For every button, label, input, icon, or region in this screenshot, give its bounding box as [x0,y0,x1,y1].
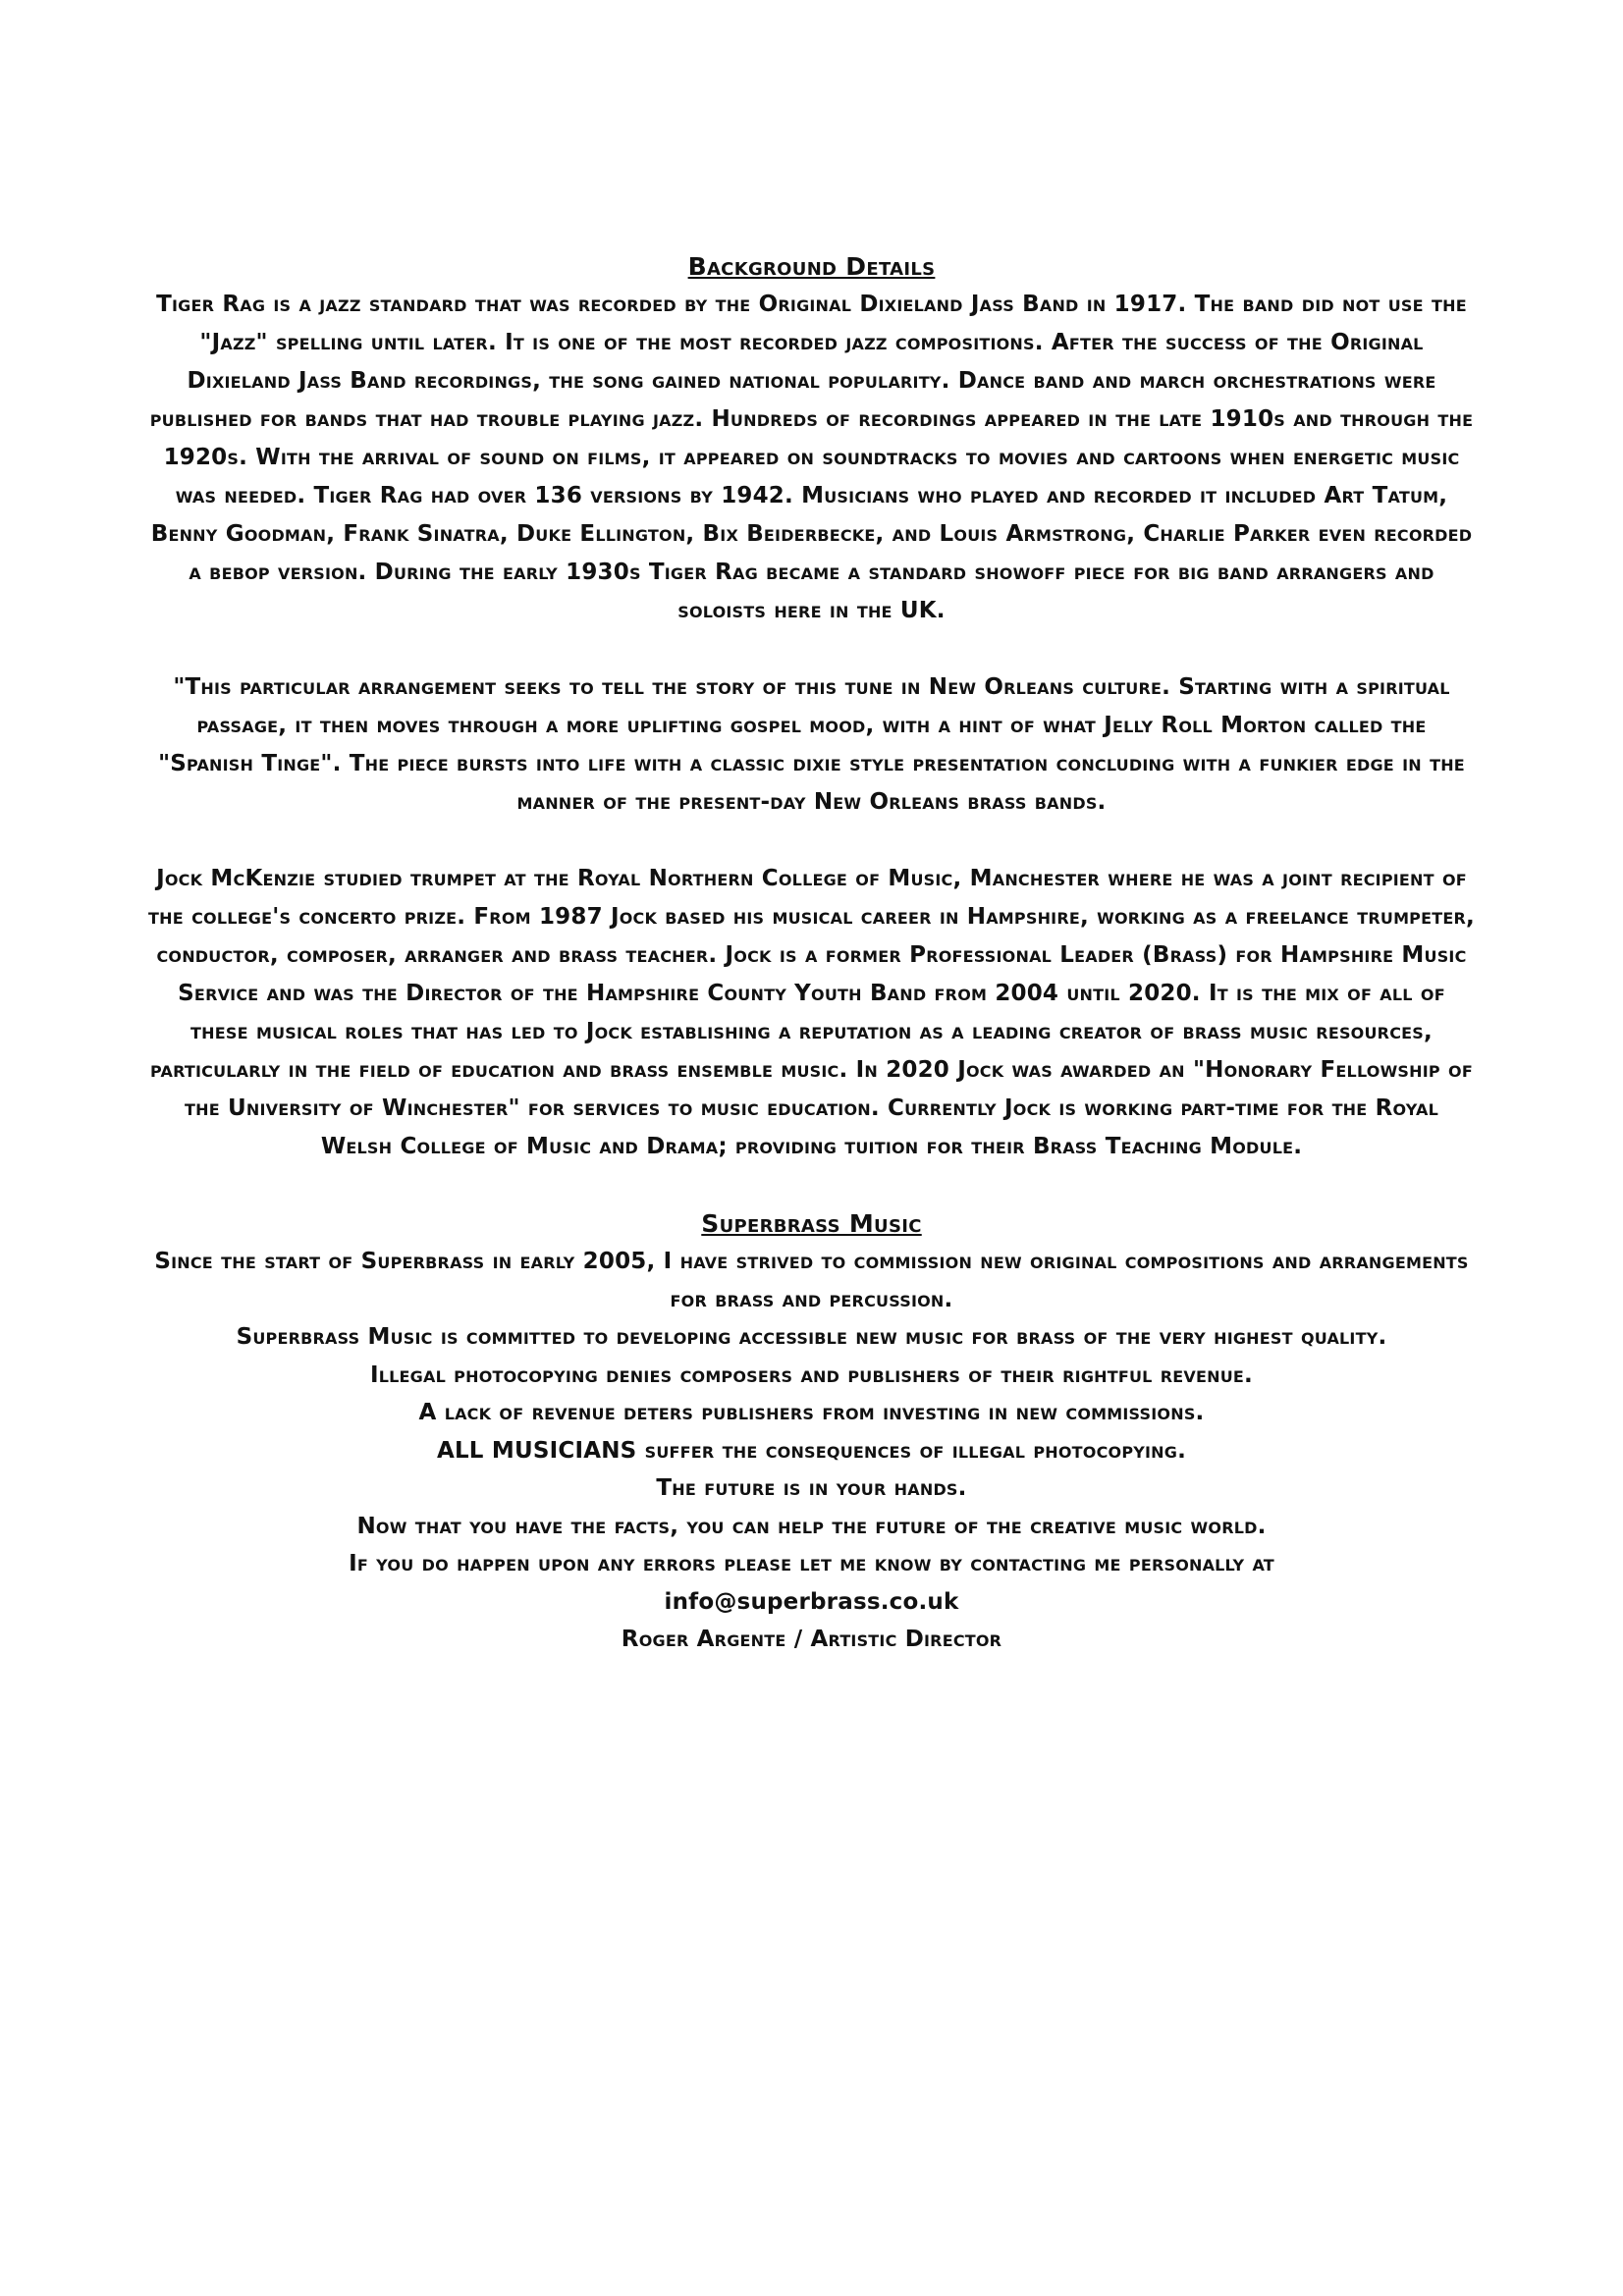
revenue-line: A lack of revenue deters publishers from investing in new commissions. [418,1400,1205,1425]
signature-line: Roger Argente / Artistic Director [621,1627,1002,1652]
musicians-consequences-line [147,1432,1476,1470]
errors-contact-line: If you do happen upon any errors please let me know by contacting me personally at [349,1551,1274,1576]
composer-biography-paragraph: Jock McKenzie studied trumpet at the Royal Northern College of Music, Manchester where he was a joint recipient of the college's concerto prize. From 1987 Jock based his musical career in Hampshire, working as a freelance trumpeter, conductor, composer, arranger and brass teacher. Jock is a former Professional Leader (Brass) for Hampshire Music Service and was the Director of the Hampshire County Youth Band from 2004 until 2020. It is the mix of all of these musical roles that has led to Jock establishing a reputation as a leading creator of brass music resources, particularly in the field of education and brass ensemble music. In 2020 Jock was awarded an "Honorary Fellowship of the University of Winchester" for services to music education. Currently Jock is working part-time for the Royal Welsh College of Music and Drama; providing tuition for their Brass Teaching Module. [148,866,1475,1159]
document-page [147,247,1476,1659]
superbrass-commitment-line: Superbrass Music is committed to developing accessible new music for brass of the very highest quality. [236,1324,1387,1350]
superbrass-intro-line: Since the start of Superbrass in early 2005, I have strived to commission new original compositions and arrangements for brass and percussion. [154,1249,1469,1312]
contact-email: info@superbrass.co.uk [664,1588,959,1615]
arrangement-description-paragraph: "This particular arrangement seeks to tell the story of this tune in New Orleans culture. Starting with a spiritual passage, it then moves through a more uplifting gospel mood, with a hint of what Jelly Roll Morton called the "Spanish Tinge". The piece bursts into life with a classic dixie style presentation concluding with a funkier edge in the manner of the present-day New Orleans brass bands. [158,674,1465,815]
consequences-text: suffer the consequences of illegal photocopying. [636,1437,1187,1464]
tiger-rag-history-paragraph: Tiger Rag is a jazz standard that was recorded by the Original Dixieland Jass Band in 1917. The band did not use the "Jazz" spelling until later. It is one of the most recorded jazz compositions. After the success of the Original Dixieland Jass Band recordings, the song gained national popularity. Dance band and march orchestrations were published for bands that had trouble playing jazz. Hundreds of recordings appeared in the late 1910s and through the 1920s. With the arrival of sound on films, it appeared on soundtracks to movies and cartoons when energetic music was needed. Tiger Rag had over 136 versions by 1942. Musicians who played and recorded it included Art Tatum, Benny Goodman, Frank Sinatra, Duke Ellington, Bix Beiderbecke, and Louis Armstrong, Charlie Parker even recorded a bebop version. During the early 1930s Tiger Rag became a standard showoff piece for big band arrangers and soloists here in the UK. [149,292,1474,623]
facts-line: Now that you have the facts, you can help the future of the creative music world. [356,1513,1267,1539]
background-details-heading: Background Details [687,252,936,281]
spacer [147,822,1476,860]
photocopying-warning-line: Illegal photocopying denies composers and publishers of their rightful revenue. [369,1362,1253,1388]
superbrass-music-heading: Superbrass Music [701,1209,922,1238]
all-musicians-emphasis: ALL MUSICIANS [436,1437,637,1464]
spacer [147,1166,1476,1204]
spacer [147,630,1476,668]
future-hands-line: The future is in your hands. [656,1475,967,1501]
